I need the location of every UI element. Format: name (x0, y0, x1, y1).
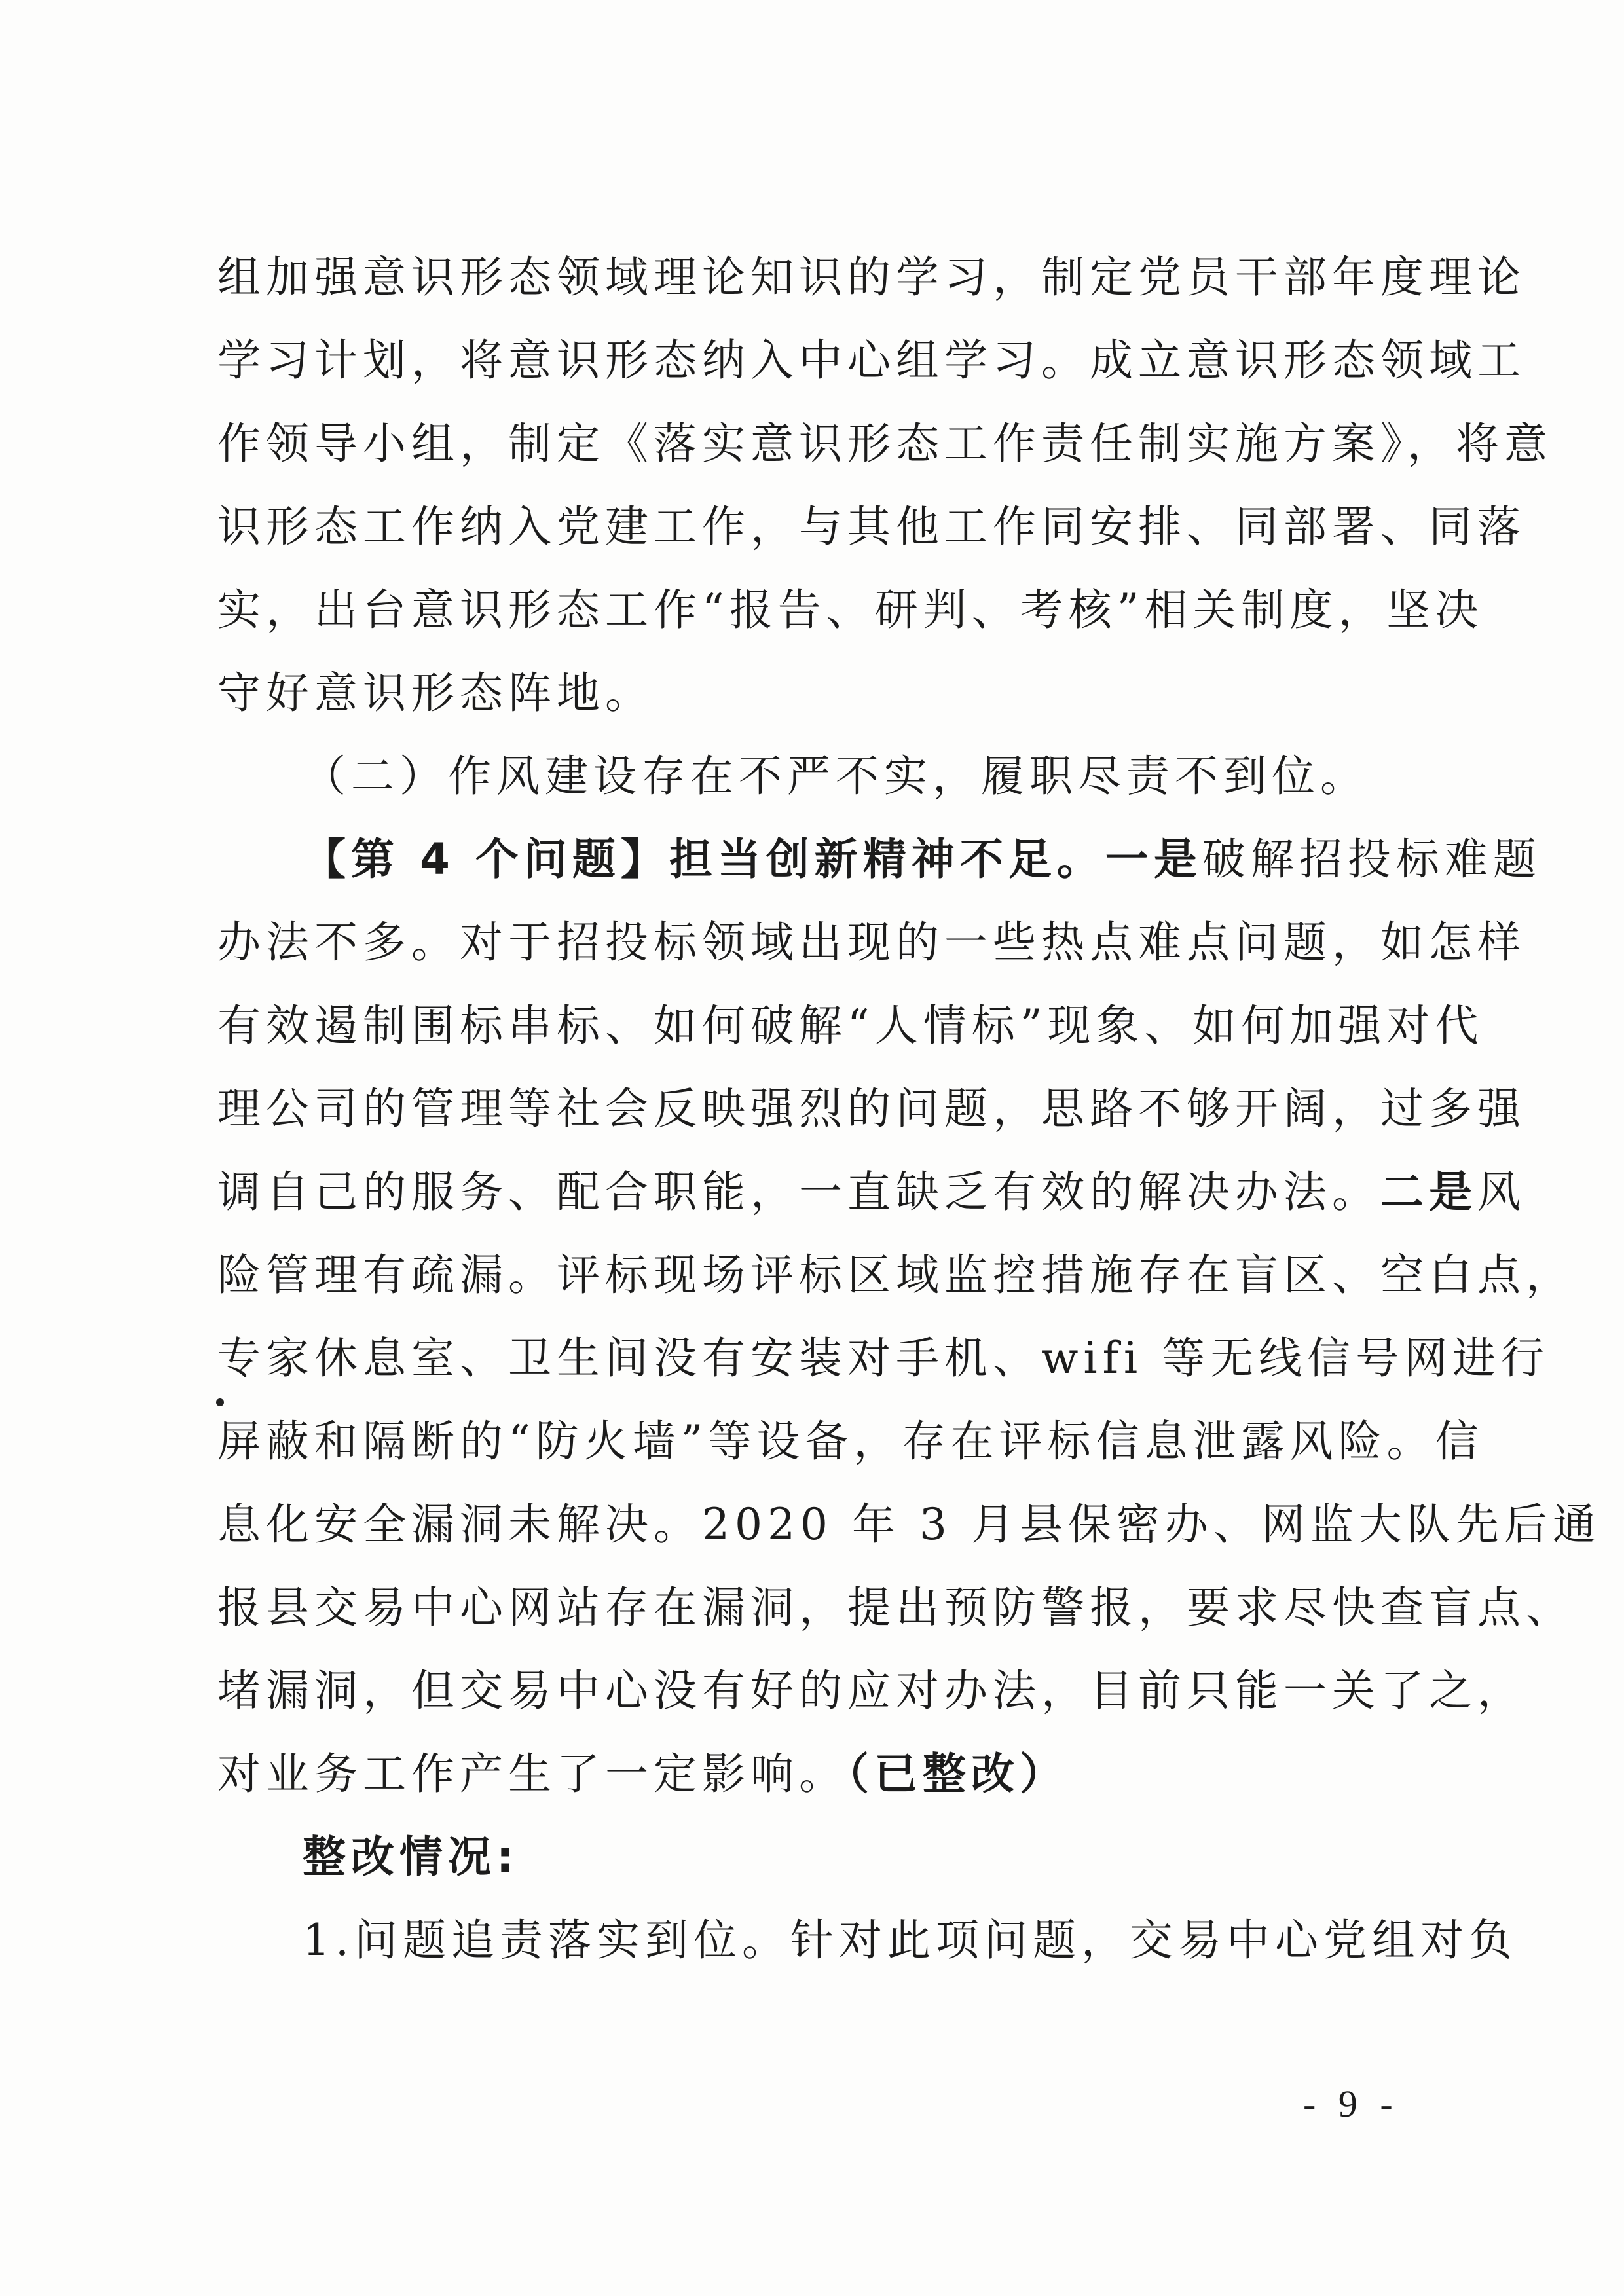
text-line (217, 236, 1526, 319)
text-line (217, 1400, 1484, 1483)
text-line (217, 818, 1541, 901)
text-line (217, 651, 1409, 735)
text-segment: 息化安全漏洞未解决。2020 年 3 月县保密办、网监大队先后通 (217, 1499, 1601, 1550)
text-segment: 破解招投标难题 (1202, 834, 1541, 884)
text-segment: 组加强意识形态领域理论知识的学习，制定党员干部年度理论 (217, 252, 1526, 302)
text-line (217, 901, 1526, 984)
document-body (217, 236, 1601, 1982)
text-segment: 报县交易中心网站存在漏洞，提出预防警报，要求尽快查盲点、 (217, 1582, 1574, 1633)
page-number: - 9 - (1303, 2083, 1399, 2125)
text-line (217, 568, 1484, 651)
text-line (217, 1899, 1517, 1982)
text-line (217, 319, 1526, 402)
text-line (217, 735, 1409, 818)
text-segment: 办法不多。对于招投标领域出现的一些热点难点问题，如怎样 (217, 917, 1526, 968)
text-line (217, 1067, 1526, 1150)
text-segment: （二）作风建设存在不严不实，履职尽责不到位。 (303, 751, 1369, 801)
text-line (217, 1150, 1526, 1233)
text-segment: 有效遏制围标串标、如何破解“人情标”现象、如何加强对代 (217, 1000, 1484, 1051)
text-segment: 识形态工作纳入党建工作，与其他工作同安排、同部署、同落 (217, 501, 1526, 552)
text-segment: 堵漏洞，但交易中心没有好的应对办法，目前只能一关了之， (217, 1666, 1526, 1716)
text-line (217, 1649, 1526, 1732)
bold-text-segment: 二是 (1380, 1167, 1477, 1217)
text-segment: 1.问题追责落实到位。针对此项问题，交易中心党组对负 (303, 1915, 1517, 1965)
text-line (217, 1815, 1409, 1899)
text-segment: 对业务工作产生了一定影响。 (217, 1749, 847, 1799)
text-segment: 险管理有疏漏。评标现场评标区域监控措施存在盲区、空白点， (217, 1250, 1574, 1300)
text-segment: 风 (1477, 1167, 1526, 1217)
text-segment: 调自己的服务、配合职能，一直缺乏有效的解决办法。 (217, 1167, 1380, 1217)
text-segment: 专家休息室、卫生间没有安装对手机、wifi 等无线信号网进行 (217, 1333, 1550, 1383)
text-segment: 理公司的管理等社会反映强烈的问题，思路不够开阔，过多强 (217, 1084, 1526, 1134)
bold-text-segment: 【第 4 个问题】担当创新精神不足。一是 (303, 834, 1202, 884)
text-segment: 学习计划，将意识形态纳入中心组学习。成立意识形态领域工 (217, 335, 1526, 386)
text-line (217, 984, 1484, 1067)
scan-speck (216, 1398, 224, 1406)
text-segment: 实，出台意识形态工作“报告、研判、考核”相关制度，坚决 (217, 585, 1484, 635)
text-segment: 屏蔽和隔断的“防火墙”等设备，存在评标信息泄露风险。信 (217, 1416, 1484, 1467)
text-line (217, 402, 1553, 485)
text-line (217, 1732, 1409, 1815)
text-line (217, 1483, 1601, 1566)
bold-text-segment: （已整改） (847, 1749, 1068, 1799)
text-segment: 守好意识形态阵地。 (217, 668, 654, 718)
text-line (217, 485, 1526, 568)
bold-text-segment: 整改情况: (303, 1832, 519, 1882)
text-line (217, 1566, 1574, 1649)
text-segment: 作领导小组，制定《落实意识形态工作责任制实施方案》，将意 (217, 418, 1553, 469)
text-line (217, 1317, 1550, 1400)
text-line (217, 1233, 1574, 1317)
